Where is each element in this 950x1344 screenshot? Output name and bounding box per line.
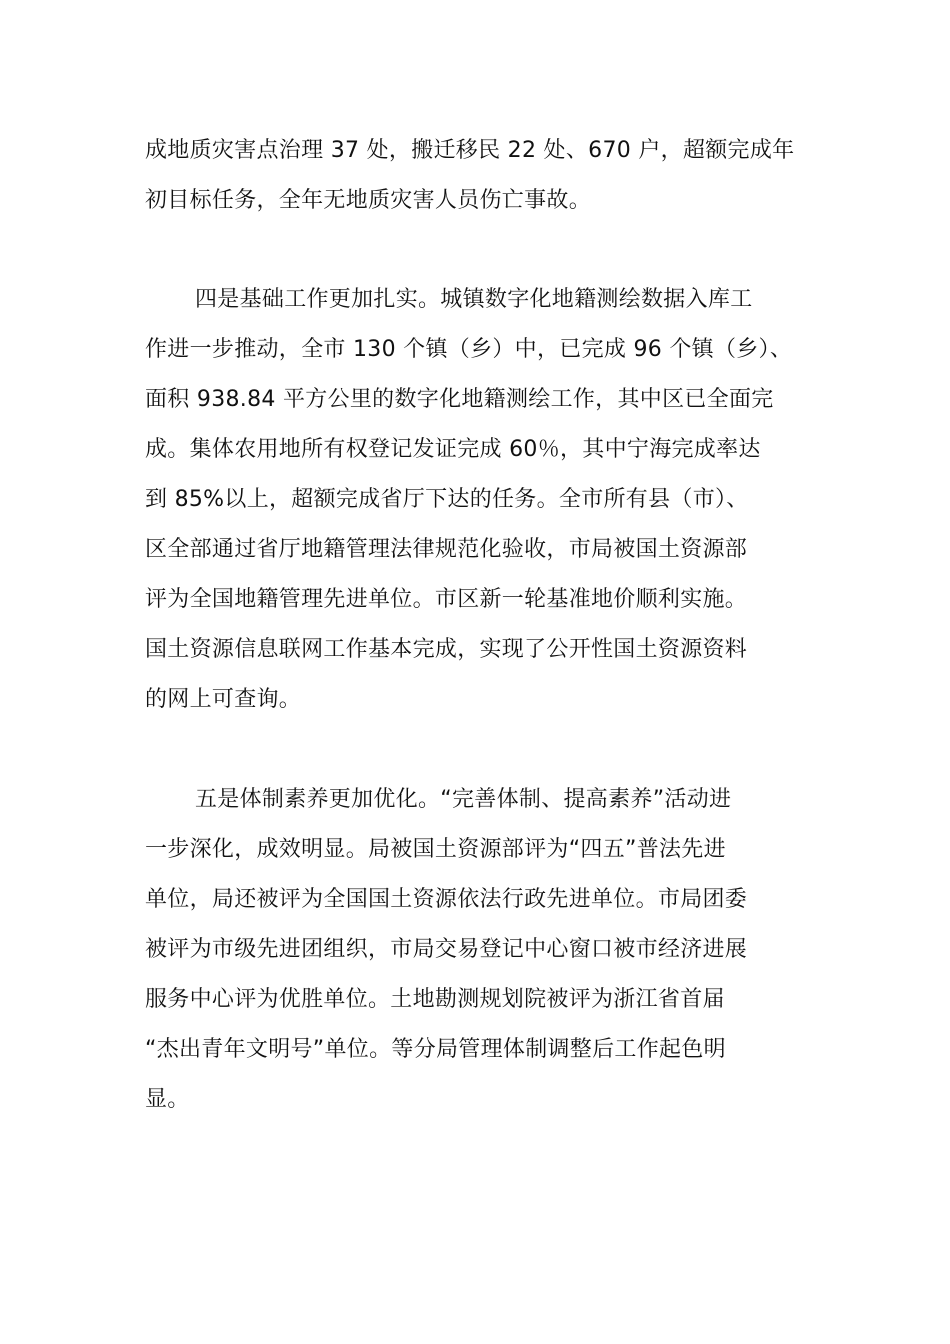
text-line: 服务中心评为优胜单位。土地勘测规划院被评为浙江省首届 <box>145 987 725 1012</box>
text-line: 显。 <box>145 1087 190 1112</box>
text-line: 初目标任务，全年无地质灾害人员伤亡事故。 <box>145 188 592 213</box>
text-line: 一步深化，成效明显。局被国土资源部评为“四五”普法先进 <box>145 837 726 862</box>
text-line: 面积 938.84 平方公里的数字化地籍测绘工作，其中区已全面完 <box>145 387 774 412</box>
text-line: 四是基础工作更加扎实。城镇数字化地籍测绘数据入库工 <box>195 287 753 312</box>
text-line: “杰出青年文明号”单位。等分局管理体制调整后工作起色明 <box>145 1037 726 1062</box>
text-line: 区全部通过省厅地籍管理法律规范化验收，市局被国土资源部 <box>145 537 748 562</box>
text-line: 的网上可查询。 <box>145 687 302 712</box>
text-line: 被评为市级先进团组织，市局交易登记中心窗口被市经济进展 <box>145 937 748 962</box>
text-line: 单位，局还被评为全国国土资源依法行政先进单位。市局团委 <box>145 887 748 912</box>
text-line: 评为全国地籍管理先进单位。市区新一轮基准地价顺利实施。 <box>145 587 748 612</box>
text-line: 作进一步推动，全市 130 个镇（乡）中，已完成 96 个镇（乡）、 <box>145 337 793 362</box>
text-line: 国土资源信息联网工作基本完成，实现了公开性国土资源资料 <box>145 637 748 662</box>
text-line: 成。集体农用地所有权登记发证完成 60％，其中宁海完成率达 <box>145 437 761 462</box>
text-line: 成地质灾害点治理 37 处，搬迁移民 22 处、670 户，超额完成年 <box>145 138 795 163</box>
text-line: 到 85%以上，超额完成省厅下达的任务。全市所有县（市）、 <box>145 487 749 512</box>
text-line: 五是体制素养更加优化。“完善体制、提高素养”活动进 <box>195 787 732 812</box>
